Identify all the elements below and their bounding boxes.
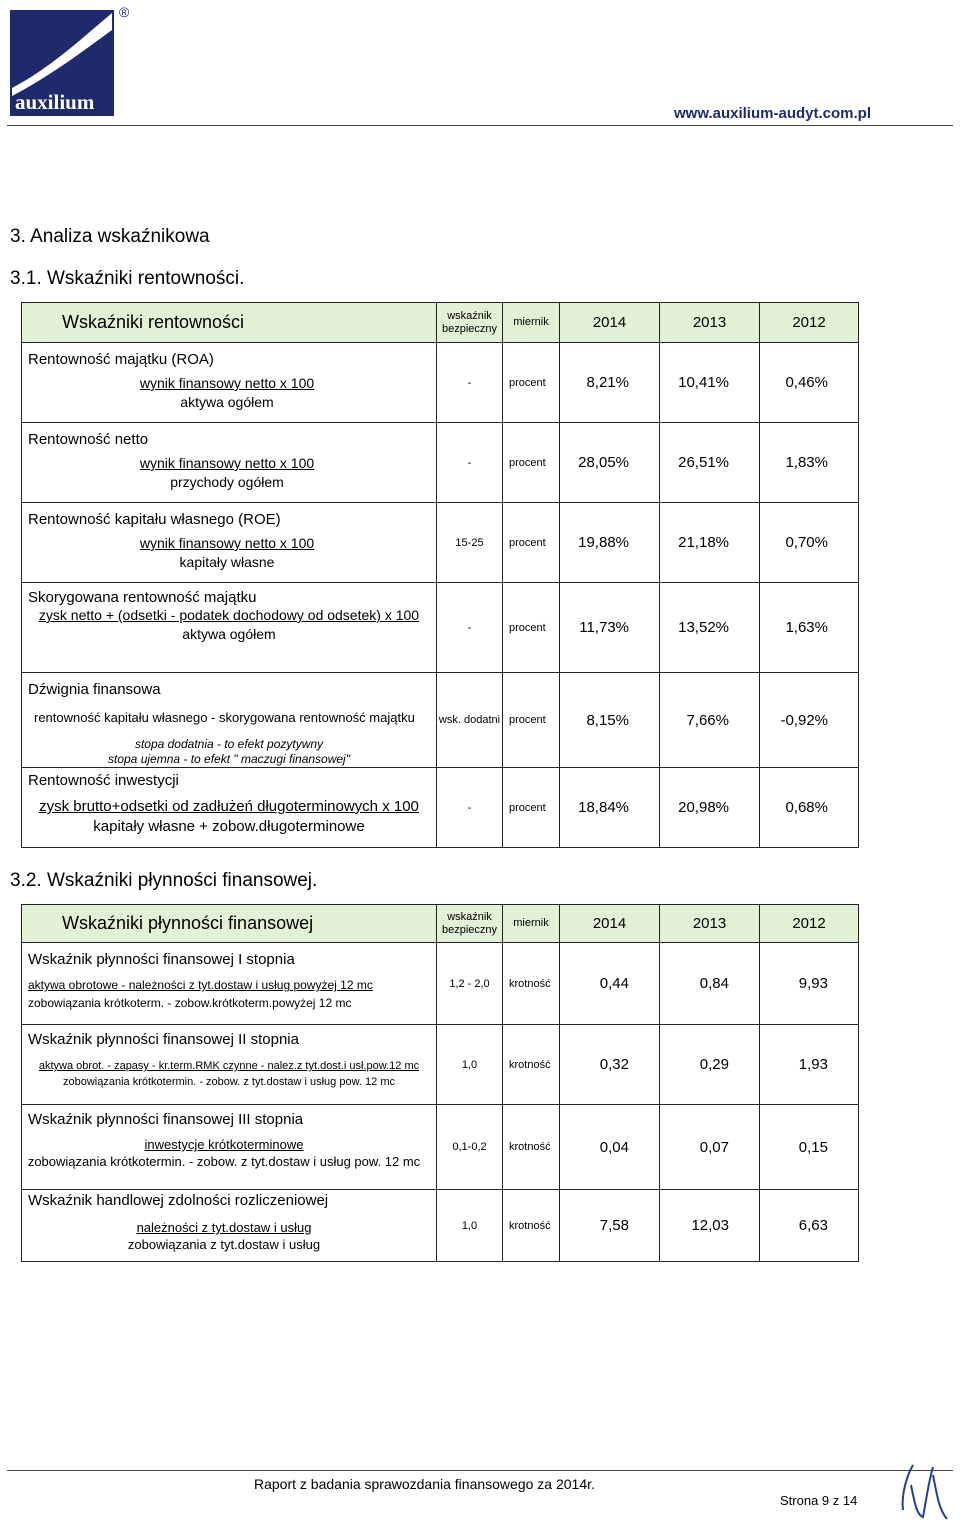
ratio-denominator: aktywa ogółem [182,626,276,642]
unit: procent [503,503,560,583]
table-row [22,943,859,1025]
value-2013: 12,03 [660,1190,760,1262]
ratio-title: Rentowność majątku (ROA) [28,351,214,368]
value-2012: 1,93 [760,1025,859,1105]
ratio-title: Rentowność kapitału własnego (ROE) [28,511,281,528]
leverage-note-positive: stopa dodatnia - to efekt pozytywny [134,737,324,751]
ratio-title: Rentowność netto [28,431,149,448]
header-year-2013: 2013 [660,303,760,343]
leverage-formula: rentowność kapitału własnego - skorygowana rentowność majątku [34,710,415,725]
unit: procent [503,423,560,503]
safe-value: wsk. dodatni [437,673,503,768]
value-2014: 19,88% [560,503,660,583]
value-2012: 0,70% [760,503,859,583]
footer-divider [7,1470,953,1471]
header-year-2012: 2012 [760,905,859,943]
value-2014: 8,15% [560,673,660,768]
ratio-denominator: zobowiązania krótkotermin. - zobow. z tyt.dostaw i usług pow. 12 mc [27,1154,421,1169]
value-2012: 0,15 [760,1105,859,1190]
ratio-title: Wskaźnik płynności finansowej III stopnia [28,1111,304,1128]
liquidity-table [21,904,859,1262]
value-2014: 28,05% [560,423,660,503]
ratio-numerator: aktywa obrotowe - należności z tyt.dostaw i usług powyżej 12 mc [28,978,373,992]
value-2012: 0,68% [760,768,859,848]
table-row [22,343,859,423]
header-divider [7,125,953,126]
value-2013: 20,98% [660,768,760,848]
table-row [22,503,859,583]
unit: procent [503,343,560,423]
table-row [22,1105,859,1190]
ratio-numerator: zysk brutto+odsetki od zadłużeń długoterminowych x 100 [39,798,419,815]
value-2014: 0,44 [560,943,660,1025]
safe-value: 1,0 [437,1190,503,1262]
unit: krotność [503,1025,560,1105]
section-heading: 3. Analiza wskaźnikowa [10,226,210,247]
ratio-denominator: zobowiązania krótkotermin. - zobow. z tyt.dostaw i usług pow. 12 mc [63,1076,395,1088]
ratio-title: Rentowność inwestycji [28,772,179,789]
ratio-title: Wskaźnik płynności finansowej I stopnia [28,951,295,968]
table-row [22,423,859,503]
value-2014: 11,73% [560,583,660,673]
value-2013: 13,52% [660,583,760,673]
value-2014: 0,04 [560,1105,660,1190]
table-row [22,1025,859,1105]
table-header-row [22,905,859,943]
safe-value: 15-25 [437,503,503,583]
header-year-2013: 2013 [660,905,760,943]
value-2013: 0,07 [660,1105,760,1190]
leverage-note-negative: stopa ujemna - to efekt " maczugi finansowej" [108,752,350,766]
header-unit: miernik [503,905,560,943]
ratio-denominator: zobowiązania krótkoterm. - zobow.krótkoterm.powyżej 12 mc [28,996,352,1010]
value-2013: 0,29 [660,1025,760,1105]
ratio-denominator: zobowiązania z tyt.dostaw i usług [127,1237,321,1252]
safe-value: - [437,343,503,423]
ratio-title: Wskaźnik płynności finansowej II stopnia [28,1031,299,1048]
value-2013: 7,66% [660,673,760,768]
profitability-table [21,302,859,848]
signature-initials [893,1455,953,1525]
website-url[interactable]: www.auxilium-audyt.com.pl [674,105,871,122]
safe-value: - [437,768,503,848]
unit: krotność [503,943,560,1025]
logo-text: auxilium [15,90,95,114]
header-year-2014: 2014 [560,303,660,343]
ratio-numerator: wynik finansowy netto x 100 [139,535,315,551]
footer-report-title: Raport z badania sprawozdania finansowego za 2014r. [254,1476,595,1492]
table-title: Wskaźniki rentowności [22,303,437,343]
safe-value: - [437,423,503,503]
ratio-denominator: kapitały własne + zobow.długoterminowe [93,818,365,835]
table-header-row [22,303,859,343]
value-2012: 6,63 [760,1190,859,1262]
table-row [22,583,859,673]
unit: krotność [503,1105,560,1190]
unit: krotność [503,1190,560,1262]
ratio-title: Wskaźnik handlowej zdolności rozliczeniowej [28,1192,329,1209]
registered-mark: ® [119,4,130,20]
ratio-numerator: aktywa obrot. - zapasy - kr.term.RMK czynne - nalez.z tyt.dost.i usł.pow.12 mc [38,1060,420,1072]
ratio-denominator: kapitały własne [179,554,275,570]
ratio-numerator: wynik finansowy netto x 100 [139,455,315,471]
value-2012: 1,63% [760,583,859,673]
header-safe: wskaźnik bezpieczny [437,303,503,343]
ratio-title: Dźwignia finansowa [28,681,161,698]
unit: procent [503,583,560,673]
ratio-title: Skorygowana rentowność majątku [28,589,257,606]
table-row [22,673,859,768]
safe-value: 1,2 - 2,0 [437,943,503,1025]
header-unit: miernik [503,303,560,343]
table-row [22,768,859,848]
ratio-numerator: inwestycje krótkoterminowe [144,1137,304,1152]
value-2012: 1,83% [760,423,859,503]
safe-value: 1,0 [437,1025,503,1105]
unit: procent [503,673,560,768]
value-2012: -0,92% [760,673,859,768]
table-row [22,1190,859,1262]
safe-value: - [437,583,503,673]
header-year-2012: 2012 [760,303,859,343]
value-2014: 18,84% [560,768,660,848]
page-number: Strona 9 z 14 [780,1493,858,1508]
table-title: Wskaźniki płynności finansowej [22,905,437,943]
header-year-2014: 2014 [560,905,660,943]
header-safe: wskaźnik bezpieczny [437,905,503,943]
value-2014: 7,58 [560,1190,660,1262]
unit: procent [503,768,560,848]
value-2013: 10,41% [660,343,760,423]
value-2014: 0,32 [560,1025,660,1105]
subsection-heading-plynnosc: 3.2. Wskaźniki płynności finansowej. [10,870,318,891]
value-2013: 21,18% [660,503,760,583]
value-2014: 8,21% [560,343,660,423]
company-logo [10,10,114,116]
value-2013: 26,51% [660,423,760,503]
ratio-numerator: wynik finansowy netto x 100 [139,375,315,391]
subsection-heading-rentownosc: 3.1. Wskaźniki rentowności. [10,268,245,289]
safe-value: 0,1-0,2 [437,1105,503,1190]
ratio-numerator: zysk netto + (odsetki - podatek dochodowy od odsetek) x 100 [38,607,420,623]
value-2012: 9,93 [760,943,859,1025]
ratio-numerator: należności z tyt.dostaw i usług [136,1220,312,1235]
value-2013: 0,84 [660,943,760,1025]
ratio-denominator: aktywa ogółem [180,394,274,410]
ratio-denominator: przychody ogółem [170,474,284,490]
value-2012: 0,46% [760,343,859,423]
